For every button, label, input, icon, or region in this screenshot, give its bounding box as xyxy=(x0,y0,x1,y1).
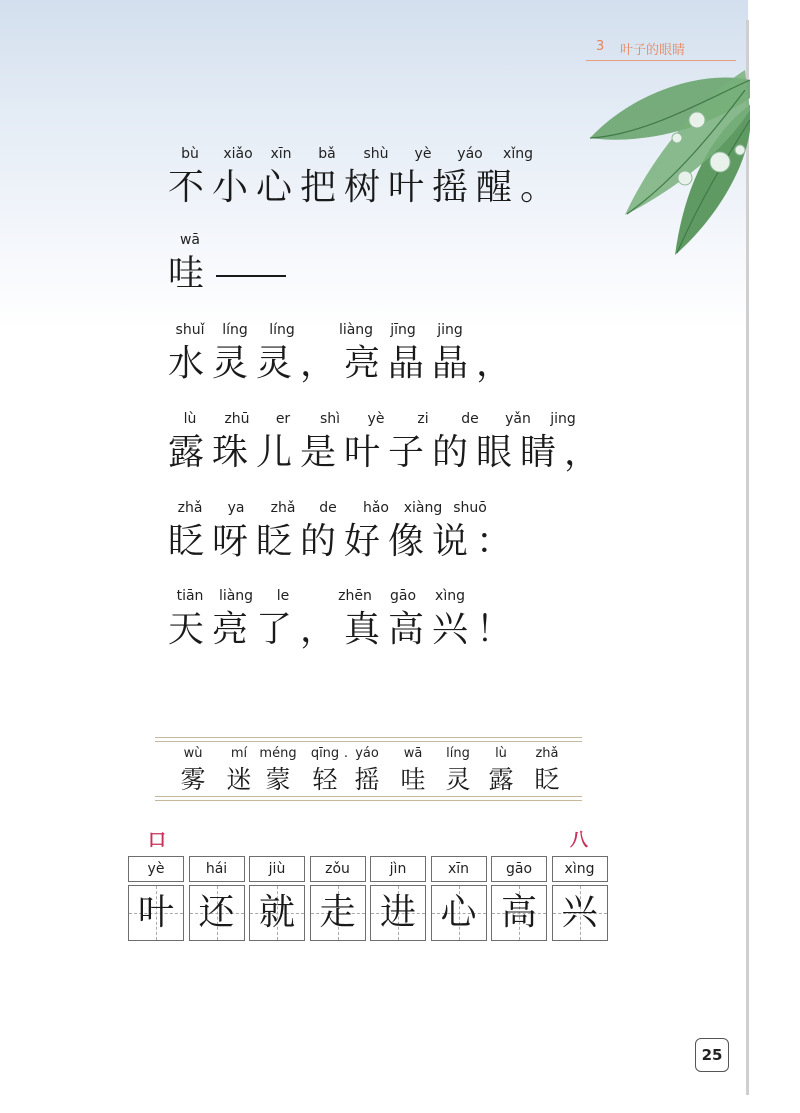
vocab-pinyin: yáo xyxy=(355,746,379,761)
pinyin-syllable: ya xyxy=(227,500,245,516)
writing-cell xyxy=(249,856,305,941)
writing-pinyin: jìn xyxy=(370,856,426,882)
pinyin-syllable: liàng xyxy=(218,588,254,604)
pinyin-syllable: xìng xyxy=(435,588,465,604)
vocab-pinyin: lù xyxy=(495,746,507,761)
pinyin-syllable: líng xyxy=(269,322,295,338)
vocab-pinyin: qīng xyxy=(310,746,340,761)
vocab-character: 轻 xyxy=(312,765,338,794)
tianzige-box xyxy=(370,885,426,941)
pinyin-syllable: yè xyxy=(414,146,432,162)
vocabulary-strip xyxy=(155,737,582,801)
vocab-character: 迷 xyxy=(226,765,252,794)
writing-pinyin: xīn xyxy=(431,856,487,882)
pinyin-syllable: yè xyxy=(367,411,385,427)
poem-text xyxy=(168,166,564,210)
vocab-character: 眨 xyxy=(534,765,560,794)
tianzige-box xyxy=(431,885,487,941)
pinyin-syllable: xiǎo xyxy=(223,146,253,162)
vocab-character: 摇 xyxy=(354,765,380,794)
writing-cell xyxy=(128,856,184,941)
writing-character: 进 xyxy=(379,892,416,933)
vocab-character: 哇 xyxy=(400,765,426,794)
writing-character: 还 xyxy=(198,892,235,933)
pinyin-syllable: liàng xyxy=(338,322,374,338)
poem-characters: 水灵灵，亮晶晶， xyxy=(168,343,521,384)
pinyin-syllable: bǎ xyxy=(318,146,336,162)
pinyin-syllable: le xyxy=(276,588,290,604)
poem-text xyxy=(168,520,520,564)
vocab-character: 露 xyxy=(488,765,514,794)
writing-cell xyxy=(431,856,487,941)
pinyin-syllable: er xyxy=(275,411,291,427)
tianzige-box xyxy=(552,885,608,941)
poem-characters: 天亮了，真高兴！ xyxy=(168,609,521,650)
leaf-illustration xyxy=(585,50,750,260)
writing-pinyin: jiù xyxy=(249,856,305,882)
writing-character: 高 xyxy=(500,892,537,933)
vocab-character: 蒙 xyxy=(265,765,291,794)
poem-characters: 眨呀眨的好像说： xyxy=(168,521,521,562)
vocab-character: 灵 xyxy=(445,765,471,794)
poem-text xyxy=(168,431,608,475)
pinyin-syllable: gāo xyxy=(389,588,417,604)
writing-cell xyxy=(370,856,426,941)
writing-cell xyxy=(189,856,245,941)
writing-pinyin: gāo xyxy=(491,856,547,882)
pinyin-syllable: xīn xyxy=(270,146,292,162)
pinyin-syllable: zhǎ xyxy=(270,500,296,516)
pinyin-syllable: jing xyxy=(437,322,463,338)
pinyin-syllable: hǎo xyxy=(362,500,390,516)
writing-character: 兴 xyxy=(561,892,598,933)
pinyin-syllable: xiàng xyxy=(403,500,443,516)
writing-cell xyxy=(310,856,366,941)
poem-characters: 不小心把树叶摇醒。 xyxy=(168,167,565,208)
pinyin-syllable: tiān xyxy=(176,588,204,604)
tianzige-box xyxy=(491,885,547,941)
vocab-pinyin: líng xyxy=(446,746,470,761)
pinyin-syllable: shuō xyxy=(453,500,487,516)
poem-text xyxy=(168,252,286,296)
pinyin-syllable: zhēn xyxy=(338,588,372,604)
writing-character: 心 xyxy=(440,892,477,933)
vocab-separator: . xyxy=(343,746,349,761)
tianzige-box xyxy=(310,885,366,941)
writing-character: 叶 xyxy=(137,892,174,933)
vocab-pinyin: méng xyxy=(259,746,297,761)
writing-pinyin: yè xyxy=(128,856,184,882)
pinyin-syllable: shì xyxy=(319,411,341,427)
poem-text xyxy=(168,342,520,386)
lesson-title: 叶子的眼睛 xyxy=(620,43,686,58)
tianzige-box xyxy=(128,885,184,941)
tianzige-box xyxy=(189,885,245,941)
pinyin-syllable: yáo xyxy=(457,146,483,162)
pinyin-syllable: yǎn xyxy=(505,411,531,427)
vocab-pinyin: zhǎ xyxy=(535,746,559,761)
tianzige-box xyxy=(249,885,305,941)
writing-cell xyxy=(491,856,547,941)
pinyin-syllable: xǐng xyxy=(503,146,533,162)
pinyin-syllable: zi xyxy=(417,411,429,427)
pinyin-syllable: de xyxy=(319,500,337,516)
poem-characters: 露珠儿是叶子的眼睛， xyxy=(168,432,609,473)
pinyin-syllable: shuǐ xyxy=(175,322,205,338)
pinyin-syllable: de xyxy=(461,411,479,427)
pinyin-syllable: jīng xyxy=(390,322,416,338)
poem-text xyxy=(168,608,520,652)
em-dash xyxy=(216,275,286,277)
writing-character: 走 xyxy=(319,892,356,933)
poem-characters: 哇 xyxy=(168,253,213,294)
radical-left: 口 xyxy=(148,830,166,851)
writing-cell xyxy=(552,856,608,941)
vocab-pinyin: wā xyxy=(403,746,423,761)
pinyin-syllable: wā xyxy=(179,232,201,248)
writing-character: 就 xyxy=(258,892,295,933)
pinyin-syllable: shù xyxy=(363,146,389,162)
page-number: 25 xyxy=(695,1038,729,1072)
pinyin-syllable: zhǎ xyxy=(177,500,203,516)
writing-pinyin: xìng xyxy=(552,856,608,882)
radical-right: 八 xyxy=(570,830,588,851)
writing-pinyin: zǒu xyxy=(310,856,366,882)
vocab-pinyin: wù xyxy=(183,746,203,761)
vocab-pinyin: mí xyxy=(230,746,248,761)
pinyin-syllable: zhū xyxy=(224,411,250,427)
pinyin-syllable: lù xyxy=(183,411,197,427)
pinyin-syllable: jing xyxy=(550,411,576,427)
pinyin-syllable: líng xyxy=(222,322,248,338)
writing-pinyin: hái xyxy=(189,856,245,882)
pinyin-syllable: bù xyxy=(181,146,199,162)
vocab-character: 雾 xyxy=(180,765,206,794)
lesson-number: 3 xyxy=(596,39,605,54)
